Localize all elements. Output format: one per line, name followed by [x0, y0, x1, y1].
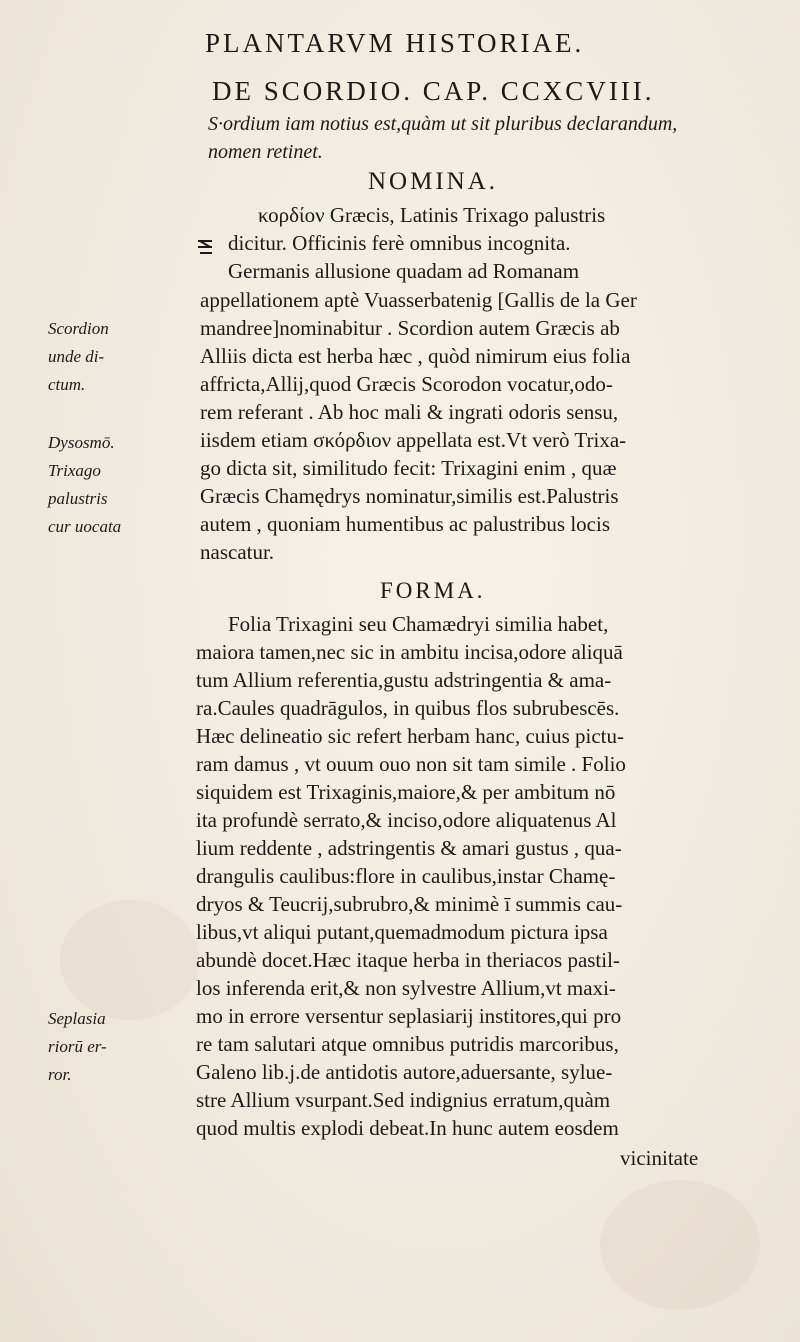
nomina-line: affricta,Allij,quod Græcis Scorodon vocatur,odo- — [200, 372, 613, 396]
forma-line: dryos & Teucrij,subrubro,& minimè ī summis cau- — [196, 892, 623, 916]
nomina-line: rem referant . Ab hoc mali & ingrati odoris sensu, — [200, 400, 619, 424]
section-heading-nomina: NOMINA. — [368, 168, 499, 195]
forma-line: ra.Caules quadrāgulos, in quibus flos subrubescēs. — [196, 696, 620, 720]
nomina-line: mandree]nominabitur . Scordion autem Græcis ab — [200, 316, 620, 340]
forma-line: stre Allium vsurpant.Sed indignius erratum,quàm — [196, 1088, 611, 1112]
margin-note: Scordion — [48, 319, 109, 338]
forma-line: los inferenda erit,& non sylvestre Allium,vt maxi- — [196, 976, 616, 1000]
chapter-title: DE SCORDIO. CAP. CCXCVIII. — [212, 76, 655, 106]
nomina-line: κορδίον Græcis, Latinis Trixago palustris — [258, 203, 606, 227]
forma-line: abundè docet.Hæc itaque herba in theriacos pastil- — [196, 948, 620, 972]
catchword: vicinitate — [620, 1146, 699, 1170]
nomina-line: Græcis Chamędrys nominatur,similis est.Palustris — [200, 484, 619, 508]
forma-line: ita profundè serrato,& inciso,odore aliquatenus Al — [196, 808, 617, 832]
intro-line: S·ordium iam notius est,quàm ut sit pluribus declarandum, — [208, 113, 678, 135]
forma-line: Folia Trixagini seu Chamædryi similia habet, — [228, 612, 609, 636]
forma-line: tum Allium referentia,gustu adstringentia & ama- — [196, 668, 612, 692]
paper-stain — [60, 900, 200, 1020]
forma-line: Galeno lib.j.de antidotis autore,aduersante, sylue- — [196, 1060, 613, 1084]
forma-line: siquidem est Trixaginis,maiore,& per ambitum nō — [196, 780, 616, 804]
forma-line: Hæc delineatio sic refert herbam hanc, cuius pictu- — [196, 724, 624, 748]
margin-note: Dysosmō. — [48, 433, 115, 452]
nomina-line: Alliis dicta est herba hæc , quòd nimirum eius folia — [200, 344, 631, 368]
paper-stain — [600, 1180, 760, 1310]
margin-note: Trixago — [48, 461, 101, 480]
nomina-line: dicitur. Officinis ferè omnibus incognita. — [228, 231, 571, 255]
nomina-line: iisdem etiam σκόρδιον appellata est.Vt verò Trixa- — [200, 428, 627, 452]
forma-line: ram damus , vt ouum ouo non sit tam simile . Folio — [196, 752, 626, 776]
margin-note: ctum. — [48, 375, 86, 394]
intro-line: nomen retinet. — [208, 141, 323, 163]
nomina-line: Germanis allusione quadam ad Romanam — [228, 259, 580, 283]
nomina-line: autem , quoniam humentibus ac palustribus locis — [200, 512, 611, 536]
margin-note: riorū er- — [48, 1037, 107, 1056]
forma-line: drangulis caulibus:flore in caulibus,instar Chamę- — [196, 864, 616, 888]
forma-line: libus,vt aliqui putant,quemadmodum pictura ipsa — [196, 920, 608, 944]
nomina-line: go dicta sit, similitudo fecit: Trixagini enim , quæ — [200, 456, 617, 480]
nomina-line: appellationem aptè Vuasserbatenig [Gallis de la Ger — [200, 288, 637, 312]
nomina-line: nascatur. — [200, 540, 275, 564]
printer-ornament-icon — [197, 238, 213, 256]
forma-line: maiora tamen,nec sic in ambitu incisa,odore aliquā — [196, 640, 623, 664]
forma-line: mo in errore versentur seplasiarij institores,qui pro — [196, 1004, 622, 1028]
forma-line: re tam salutari atque omnibus putridis marcoribus, — [196, 1032, 619, 1056]
margin-note: ror. — [48, 1065, 72, 1084]
margin-note: cur uocata — [48, 517, 122, 536]
forma-line: lium reddente , adstringentis & amari gustus , qua- — [196, 836, 622, 860]
running-header: PLANTARVM HISTORIAE. — [205, 28, 585, 58]
margin-note: Seplasia — [48, 1009, 106, 1028]
section-heading-forma: FORMA. — [380, 578, 486, 603]
margin-note: unde di- — [48, 347, 105, 366]
forma-line: quod multis explodi debeat.In hunc autem eosdem — [196, 1116, 619, 1140]
margin-note: palustris — [48, 489, 108, 508]
